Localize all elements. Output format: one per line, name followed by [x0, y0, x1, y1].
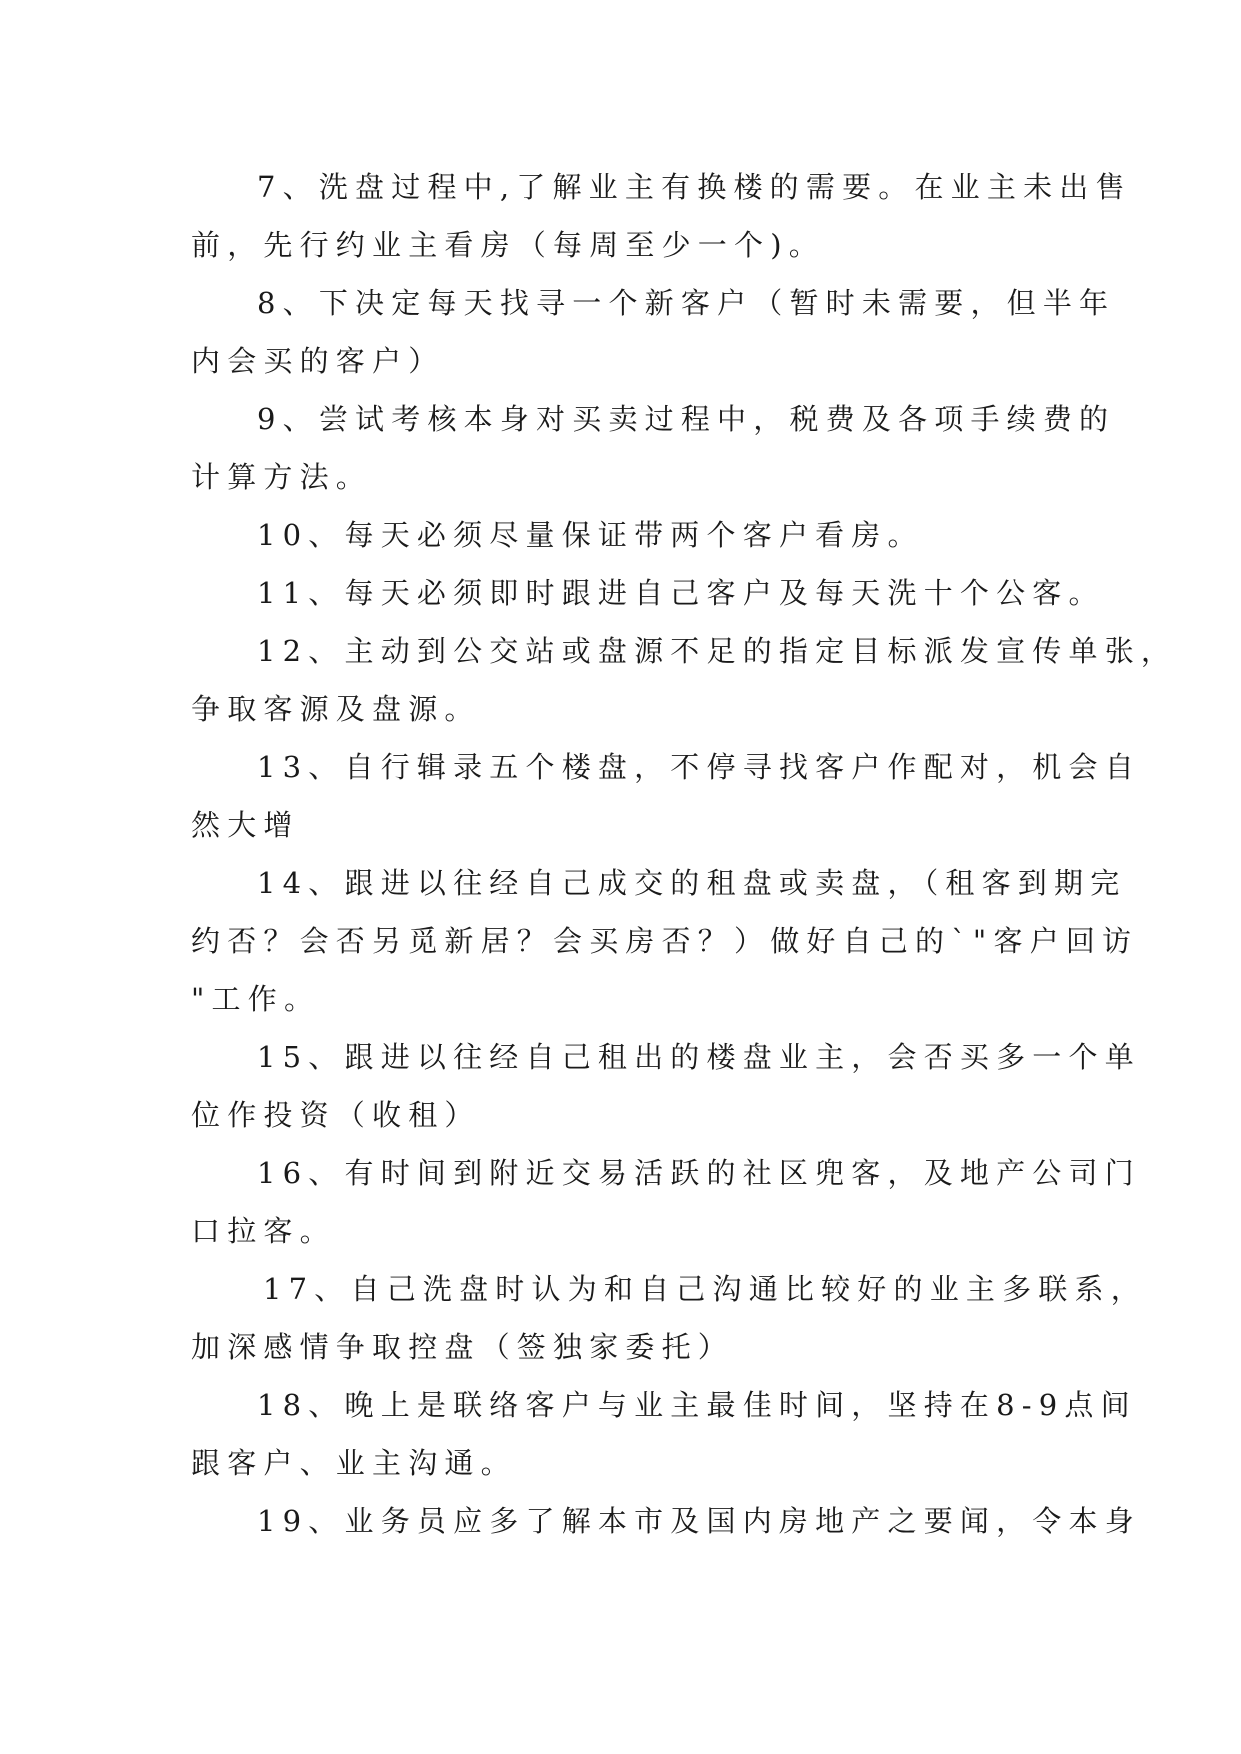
paragraph-line: 7、洗盘过程中,了解业主有换楼的需要。在业主未出售	[257, 170, 1132, 204]
paragraph-line: 约否？会否另觅新居？会买房否？）做好自己的`"客户回访	[191, 924, 1139, 958]
paragraph-item-7	[191, 158, 1132, 274]
paragraph-item-15	[191, 1028, 1141, 1144]
paragraph-line: 16、有时间到附近交易活跃的社区兜客，及地产公司门	[257, 1156, 1141, 1190]
paragraph-line: 18、晚上是联络客户与业主最佳时间，坚持在8-9点间	[257, 1388, 1137, 1422]
paragraph-line: 15、跟进以往经自己租出的楼盘业主，会否买多一个单	[257, 1040, 1141, 1074]
paragraph-item-11	[191, 564, 1105, 622]
paragraph-item-10	[191, 506, 1063, 564]
paragraph-item-19	[191, 1492, 1141, 1550]
paragraph-line: 加深感情争取控盘（签独家委托）	[191, 1330, 735, 1364]
paragraph-item-14	[191, 854, 1139, 1028]
paragraph-line: 位作投资（收租）	[191, 1098, 481, 1132]
paragraph-line: 前，先行约业主看房（每周至少一个)。	[191, 228, 825, 262]
paragraph-item-16	[191, 1144, 1141, 1260]
paragraph-line: 13、自行辑录五个楼盘，不停寻找客户作配对，机会自	[257, 750, 1141, 784]
paragraph-item-12	[191, 622, 1178, 738]
paragraph-line: 19、业务员应多了解本市及国内房地产之要闻，令本身	[257, 1504, 1141, 1538]
paragraph-item-18	[191, 1376, 1137, 1492]
paragraph-item-8	[191, 274, 1116, 390]
paragraph-line: 10、每天必须尽量保证带两个客户看房。	[257, 518, 924, 552]
paragraph-line: 8、下决定每天找寻一个新客户（暂时未需要，但半年	[257, 286, 1116, 320]
paragraph-line: 9、尝试考核本身对买卖过程中，税费及各项手续费的	[257, 402, 1116, 436]
paragraph-line: 12、主动到公交站或盘源不足的指定目标派发宣传单张，	[257, 634, 1178, 668]
paragraph-line: 11、每天必须即时跟进自己客户及每天洗十个公客。	[257, 576, 1105, 610]
paragraph-line: 口拉客。	[191, 1214, 336, 1248]
document-body	[191, 158, 1178, 1550]
paragraph-line: 争取客源及盘源。	[191, 692, 481, 726]
paragraph-line: 内会买的客户）	[191, 344, 445, 378]
paragraph-line: 跟客户、业主沟通。	[191, 1446, 517, 1480]
paragraph-item-9	[191, 390, 1116, 506]
paragraph-line: 计算方法。	[191, 460, 373, 494]
paragraph-line: "工作。	[191, 982, 321, 1016]
paragraph-line: 然大增	[191, 808, 300, 842]
paragraph-line: 14、跟进以往经自己成交的租盘或卖盘，（租客到期完	[257, 866, 1127, 900]
paragraph-line: 17、自己洗盘时认为和自己沟通比较好的业主多联系，	[263, 1272, 1147, 1306]
paragraph-item-13	[191, 738, 1141, 854]
paragraph-item-17	[191, 1260, 1147, 1376]
